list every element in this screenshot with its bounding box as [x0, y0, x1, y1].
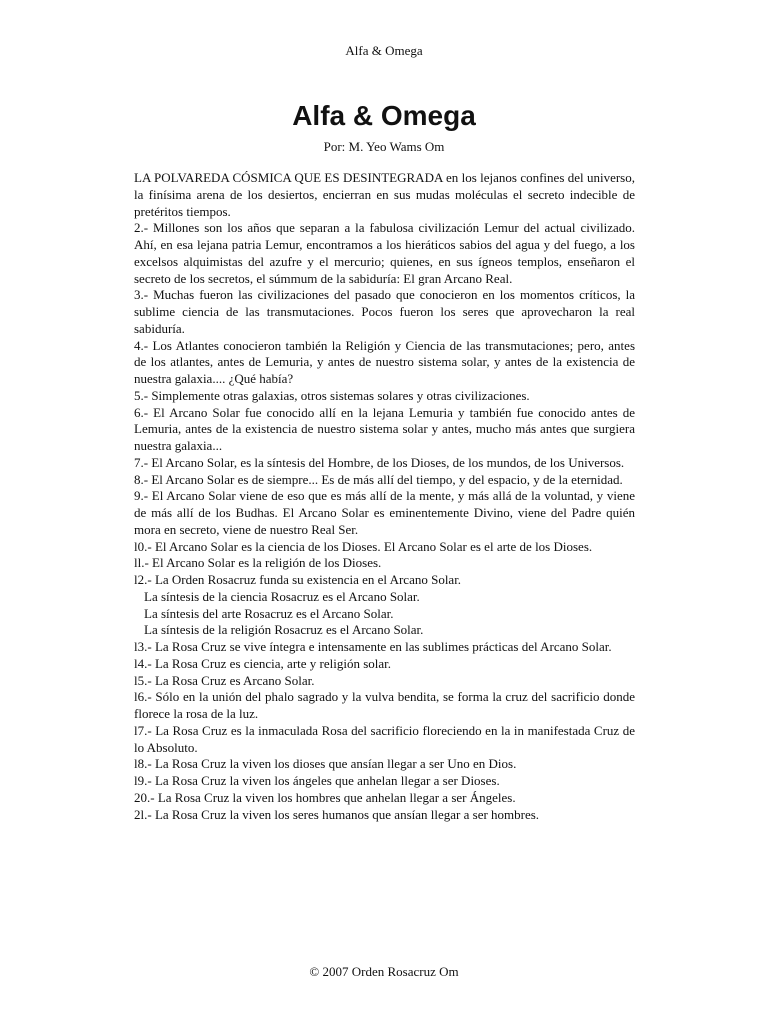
paragraph: 7.- El Arcano Solar, es la síntesis del Hombre, de los Dioses, de los mundos, de los Universos. — [134, 454, 625, 470]
paragraph: La síntesis del arte Rosacruz es el Arcano Solar. — [144, 605, 394, 621]
paragraph: l0.- El Arcano Solar es la ciencia de los Dioses. El Arcano Solar es el arte de los Dioses. — [134, 538, 593, 554]
document-title: Alfa & Omega — [292, 100, 476, 131]
running-header: Alfa & Omega — [345, 43, 423, 58]
paragraph: 6.- El Arcano Solar fue conocido allí en la lejana Lemuria y también fue conocido antes de Lemuria, antes de la existencia de nuestro sistema solar y antes, mucho más antes que surgiera nuestra galaxia... — [134, 404, 635, 453]
paragraph: l8.- La Rosa Cruz la viven los dioses que ansían llegar a ser Uno en Dios. — [134, 756, 517, 772]
paragraph: l5.- La Rosa Cruz es Arcano Solar. — [134, 672, 315, 688]
paragraph: 4.- Los Atlantes conocieron también la Religión y Ciencia de las transmutaciones; pero, antes de los atlantes, antes de Lemuria, y antes de nuestro sistema solar, y antes de la existencia de nuestra galaxia.... ¿Qué había? — [134, 337, 635, 386]
paragraph: l6.- Sólo en la unión del phalo sagrado y la vulva bendita, se forma la cruz del sacrificio donde florece la rosa de la luz. — [134, 689, 635, 721]
paragraph: La síntesis de la religión Rosacruz es el Arcano Solar. — [144, 622, 424, 638]
copyright-footer: © 2007 Orden Rosacruz Om — [309, 964, 459, 979]
body-text — [134, 170, 635, 823]
paragraph: 2.- Millones son los años que separan a la fabulosa civilización Lemur del actual civilizado. Ahí, en esa lejana patria Lemur, encontramos a los hieráticos sabios del agua y del fuego, a los excelsos alquimistas del azufre y el mercurio; quienes, en sus ígneos templos, enseñaron el secreto de los secretos, el súmmum de la sabiduría: El gran Arcano Real. — [134, 220, 635, 286]
paragraph: 8.- El Arcano Solar es de siempre... Es de más allí del tiempo, y del espacio, y de la eternidad. — [134, 471, 623, 487]
paragraph: LA POLVAREDA CÓSMICA QUE ES DESINTEGRADA en los lejanos confines del universo, la finísima arena de los desiertos, encierran en sus mudas moléculas el secreto indecible de pretéritos tiempos. — [134, 170, 635, 219]
paragraph: 20.- La Rosa Cruz la viven los hombres que anhelan llegar a ser Ángeles. — [134, 789, 516, 805]
paragraph: l4.- La Rosa Cruz es ciencia, arte y religión solar. — [134, 655, 392, 671]
paragraph: 2l.- La Rosa Cruz la viven los seres humanos que ansían llegar a ser hombres. — [134, 806, 540, 822]
paragraph: ll.- El Arcano Solar es la religión de los Dioses. — [134, 555, 382, 571]
paragraph: l2.- La Orden Rosacruz funda su existencia en el Arcano Solar. — [134, 572, 462, 587]
paragraph: La síntesis de la ciencia Rosacruz es el Arcano Solar. — [144, 588, 420, 604]
paragraph: 9.- El Arcano Solar viene de eso que es más allí de la mente, y más allá de la voluntad, y viene de más allí de los Budhas. El Arcano Solar es eminentemente Divino, viene del Padre quién mora en secreto, viene de nuestro Real Ser. — [134, 488, 635, 537]
paragraph: l3.- La Rosa Cruz se vive íntegra e intensamente en las sublimes prácticas del Arcano Solar. — [134, 639, 612, 654]
paragraph: l9.- La Rosa Cruz la viven los ángeles que anhelan llegar a ser Dioses. — [134, 773, 500, 788]
paragraph: 5.- Simplemente otras galaxias, otros sistemas solares y otras civilizaciones. — [134, 387, 530, 403]
author-byline: Por: M. Yeo Wams Om — [323, 139, 445, 154]
paragraph: 3.- Muchas fueron las civilizaciones del pasado que conocieron en los momentos críticos, la sublime ciencia de las transmutaciones. Pocos fueron los seres que aprovecharon la real sabiduría. — [134, 287, 635, 336]
paragraph: l7.- La Rosa Cruz es la inmaculada Rosa del sacrificio floreciendo en la in manifestada Cruz de lo Absoluto. — [134, 722, 635, 755]
